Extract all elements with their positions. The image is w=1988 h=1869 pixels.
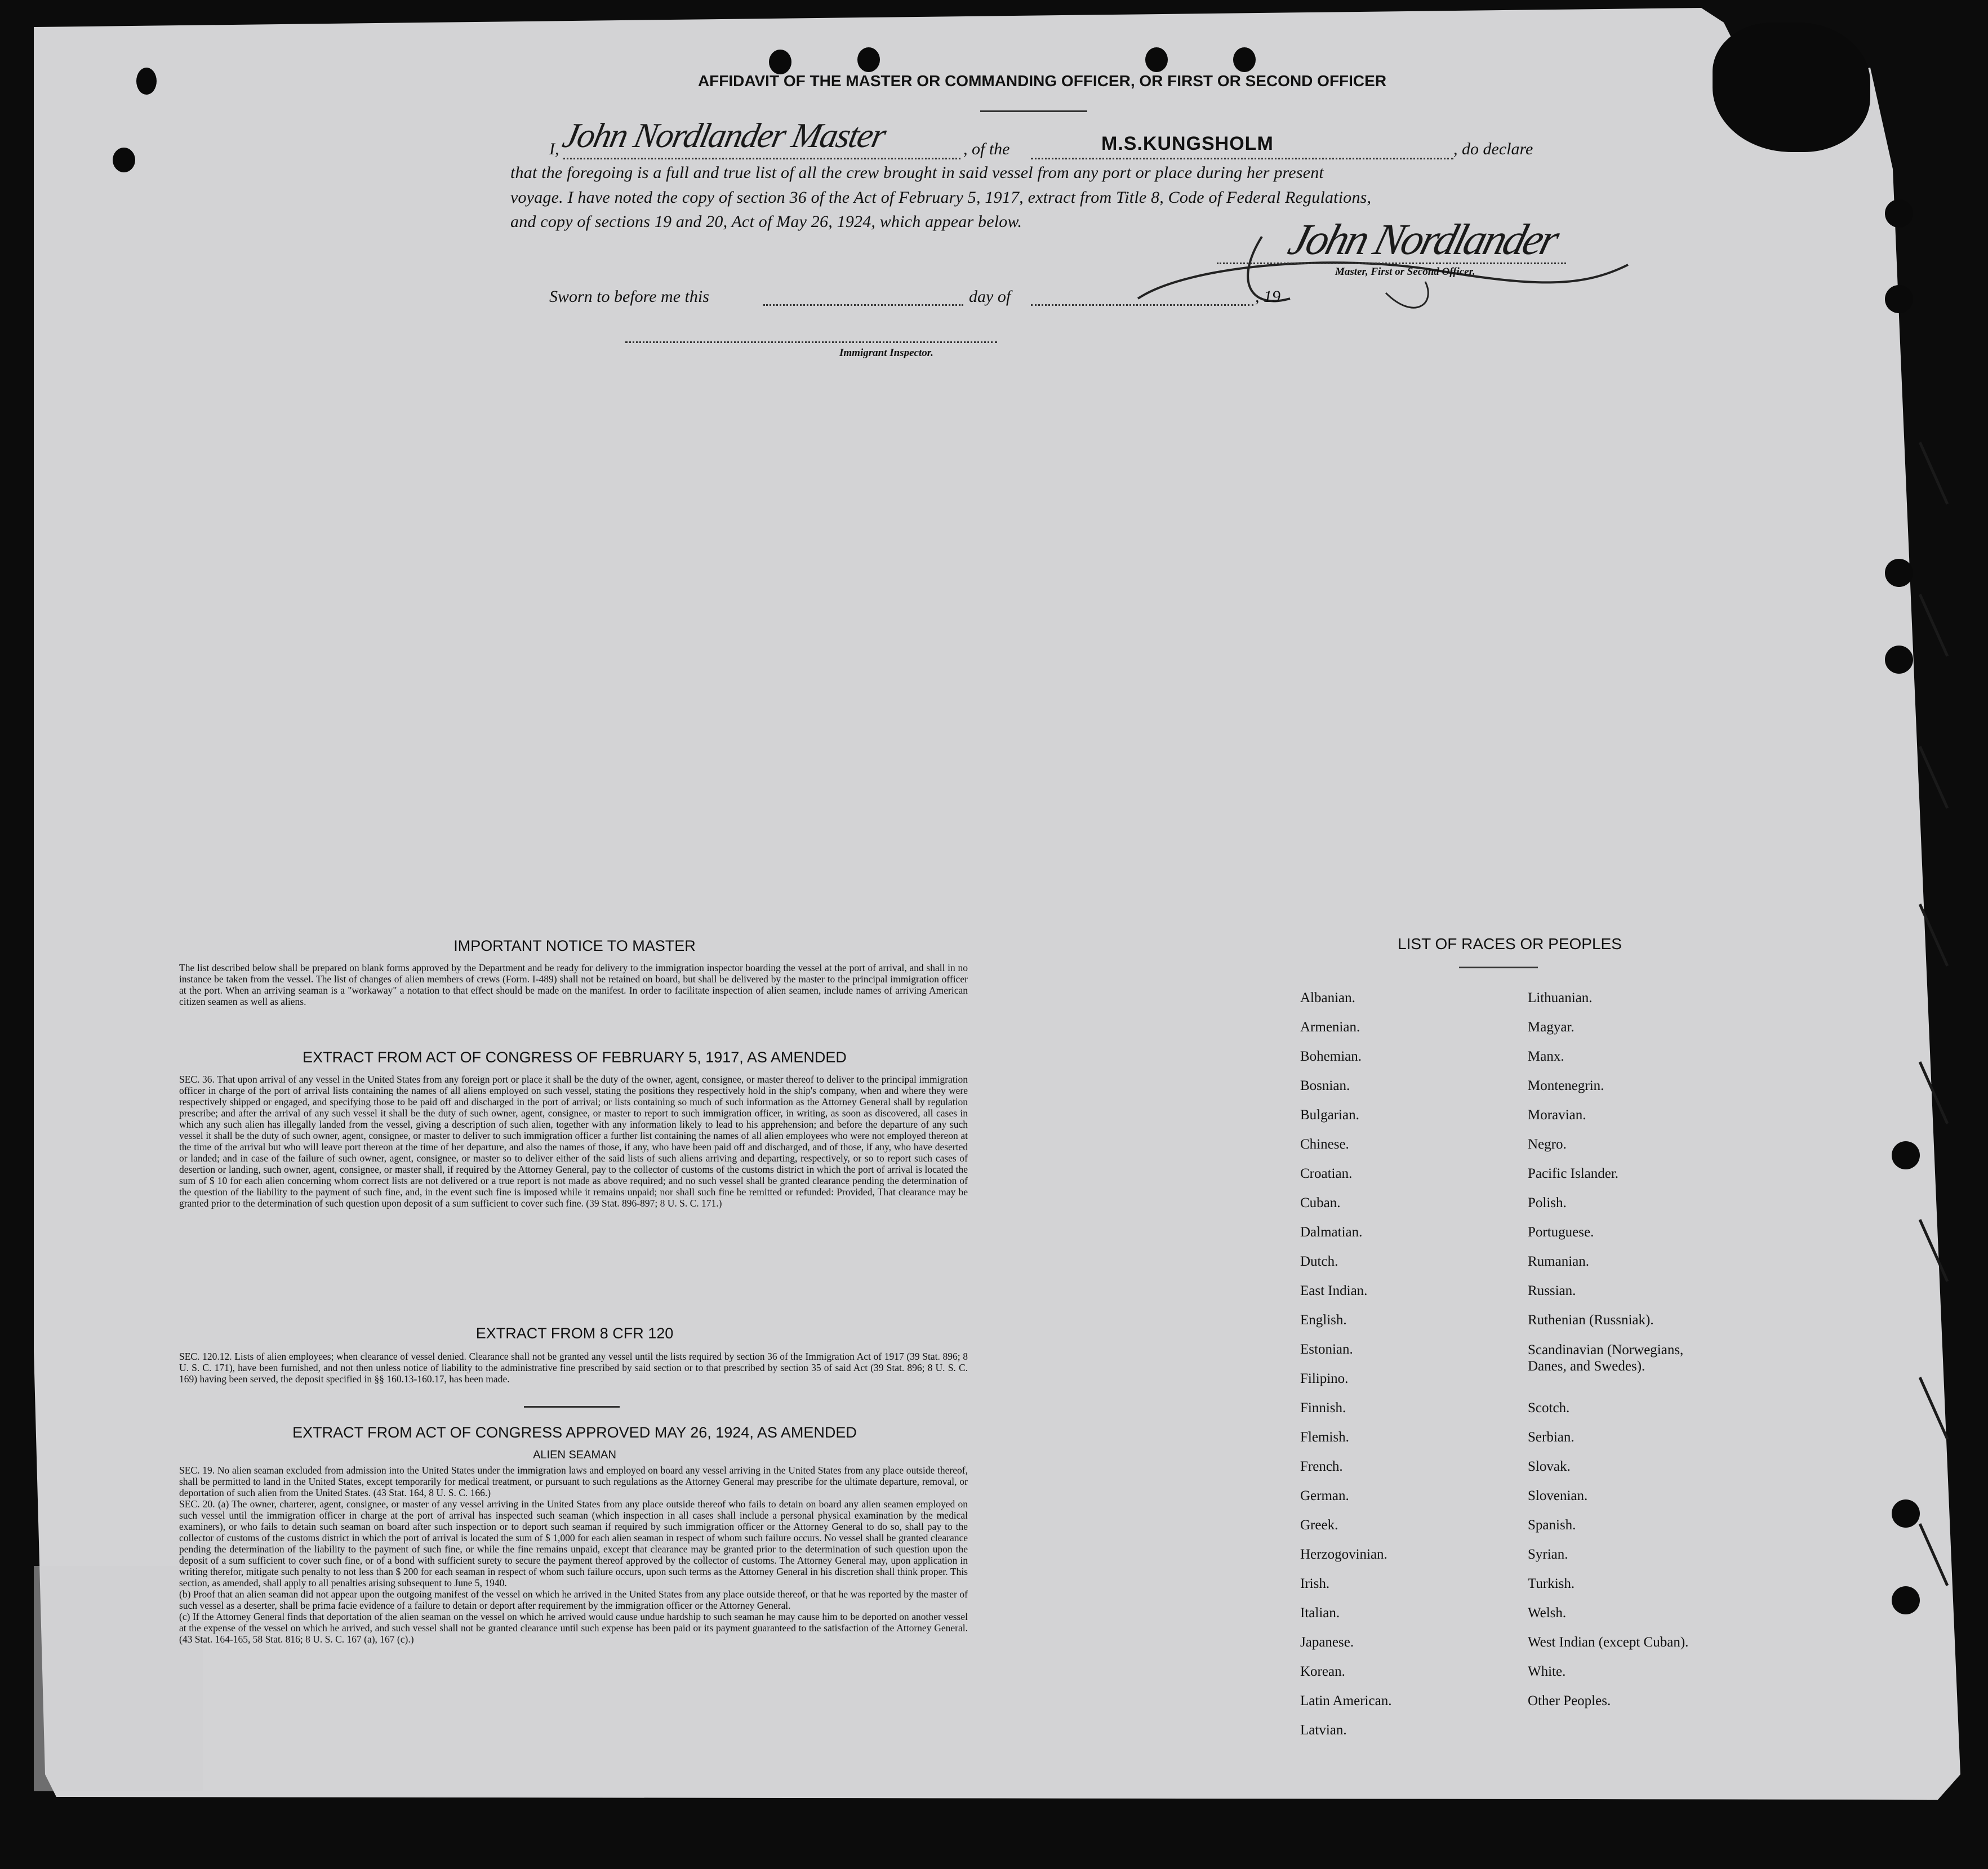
race-item: Chinese. xyxy=(1300,1137,1349,1152)
races-left-column xyxy=(1300,984,1514,1745)
declaration-line-2: voyage. I have noted the copy of section 36 of the Act of February 5, 1917, extract from Title 8, Code of Federal Regulations, xyxy=(510,188,1372,207)
race-item: German. xyxy=(1300,1488,1349,1503)
punch-hole-icon xyxy=(1885,559,1913,587)
race-item: Estonian. xyxy=(1300,1342,1353,1357)
race-item: Ruthenian (Russniak). xyxy=(1528,1312,1654,1328)
punch-hole-icon xyxy=(1892,1499,1920,1528)
race-item: English. xyxy=(1300,1312,1347,1328)
race-item: Scotch. xyxy=(1528,1400,1570,1416)
sworn-label: Sworn to before me this xyxy=(549,287,709,306)
race-item: Moravian. xyxy=(1528,1107,1586,1123)
race-item: Welsh. xyxy=(1528,1605,1567,1621)
sec-20a-paragraph: SEC. 20. (a) The owner, charterer, agent, consignee, or master of any vessel arriving in the United States from any place outside thereof who fails to detain on board any alien seamen employed on such vessel until the immigration officer in charge at the port of arrival has inspected such seaman (which inspection in all cases shall include a personal physical examination by the medical examiners), or who fails to detain such seaman on board after such inspection or to deport such seaman if required by such immigration officer or the Attorney General to do so, shall pay to the collector of customs of the customs district in which the port of arrival is located the sum of $ 1,000 for each alien seaman in respect of whom such failure occurs. No vessel shall be granted clearance pending the determination of the liability to the payment of such fine, or while the fine remains unpaid, except that clearance may be granted prior to the determination of such question upon the deposit of a sum sufficient to cover such fine, or of a bond with sufficient surety to secure the payment thereof approved by the collector of customs. The Attorney General may, upon application in writing therefor, mitigate such penalty to not less than $ 200 for each seaman in respect of whom such failure occurs, upon such terms as the Attorney General in his discretion shall think proper. This section, as amended, shall apply to all penalties arising subsequent to June 5, 1940. xyxy=(179,1498,968,1588)
vessel-line xyxy=(1031,158,1453,159)
extract-8cfr-title: EXTRACT FROM 8 CFR 120 xyxy=(475,1325,674,1342)
race-item: Albanian. xyxy=(1300,990,1355,1005)
race-item: Negro. xyxy=(1528,1137,1567,1152)
extract-1924-title: EXTRACT FROM ACT OF CONGRESS APPROVED MAY 26, 1924, AS AMENDED xyxy=(292,1424,857,1441)
month-line xyxy=(1031,304,1253,306)
race-item: Syrian. xyxy=(1528,1547,1568,1562)
race-item: Bulgarian. xyxy=(1300,1107,1359,1123)
race-item: Irish. xyxy=(1300,1576,1330,1591)
section-divider xyxy=(524,1406,620,1408)
sec-19-paragraph: SEC. 19. No alien seaman excluded from admission into the United States under the immigration laws and employed on board any vessel arriving in the United States from any place outside thereof, shall be permitted to land in the United States, except temporarily for medical treatment, or pursuant to such regulations as the Attorney General may prescribe for the ultimate departure, removal, or deportation of such alien from the United States. (43 Stat. 164, 8 U. S. C. 166.) xyxy=(179,1465,968,1498)
race-item: Filipino. xyxy=(1300,1371,1349,1386)
declaration-line-1: that the foregoing is a full and true list of all the crew brought in said vessel from any port or place during her present xyxy=(510,163,1324,182)
punch-hole-icon xyxy=(113,148,135,172)
extract-1917-title: EXTRACT FROM ACT OF CONGRESS OF FEBRUARY 5, 1917, AS AMENDED xyxy=(303,1049,847,1066)
race-item: Serbian. xyxy=(1528,1430,1575,1445)
race-item: Dalmatian. xyxy=(1300,1225,1363,1240)
name-line xyxy=(563,158,960,159)
extract-1924-subtitle: ALIEN SEAMAN xyxy=(533,1449,616,1461)
race-item: East Indian. xyxy=(1300,1283,1368,1298)
punch-hole-icon xyxy=(769,50,791,74)
race-item: Bosnian. xyxy=(1300,1078,1350,1093)
notice-title: IMPORTANT NOTICE TO MASTER xyxy=(453,937,696,954)
punch-hole-icon xyxy=(1713,23,1870,152)
title-rule xyxy=(980,110,1087,112)
extract-1917-body: SEC. 36. That upon arrival of any vessel in the United States from any foreign port or place it shall be the duty of the owner, agent, consignee, or master thereof to deliver to the principal immigration officer in charge of the port of arrival lists containing the names of all aliens employed on such vessel, stating the positions they respectively hold in the ship's company, when and where they were respectively shipped or engaged, and specifying those to be paid off and discharged in the port of arrival; or lists containing so much of such information as the Attorney General shall by regulation prescribe; and after the arrival of any such vessel it shall be the duty of such owner, agent, consignee, or master to report to such immigration officer, in writing, as soon as discovered, all cases in which any such alien has illegally landed from the vessel, giving a description of such alien, together with any information likely to lead to his apprehension; and before the departure of any such vessel it shall be the duty of such owner, agent, consignee, or master to deliver to such immigration officer a further list containing the names of all alien employees who were not employed thereon at the time of the arrival but who will leave port thereon at the time of her departure, and also the names of those, if any, who have been paid off and discharged, and of those, if any, who have deserted or landed; and in case of the failure of such owner, agent, consignee, or master so to deliver either of the said lists of such aliens arriving and departing, respectively, or so to report such cases of desertion or landing, such owner, agent, consignee, or master shall, if required by the Attorney General, pay to the collector of customs of the customs district in which the port of arrival is located the sum of $ 10 for each alien concerning whom correct lists are not delivered or a true report is not made as above required; and no such vessel shall be granted clearance pending the determination of the question of the liability to the payment of such fine, and, in the event such fine is imposed while it remains unpaid; nor shall such fine be remitted or refunded: Provided, That clearance may be granted prior to the determination of such question upon deposit of a sum sufficient to cover such fine. (39 Stat. 896-897; 8 U. S. C. 171.) xyxy=(179,1074,968,1209)
race-item: Herzogovinian. xyxy=(1300,1547,1387,1562)
race-item: Flemish. xyxy=(1300,1430,1349,1445)
punch-hole-icon xyxy=(1885,285,1913,313)
race-item: Slovenian. xyxy=(1528,1488,1588,1503)
vessel-name: M.S.KUNGSHOLM xyxy=(1101,133,1274,154)
extract-8cfr-body: SEC. 120.12. Lists of alien employees; when clearance of vessel denied. Clearance shall not be granted any vessel until the lists required by section 36 of the Immigration Act of 1917 (39 Stat. 896; 8 U. S. C. 171), have been furnished, and not then unless notice of liability to the administrative fine prescribed by said section or to that prescribed by section 35 of said Act (39 Stat. 896; 8 U. S. C. 169) having been served, the deposit specified in §§ 160.13-160.17, has been made. xyxy=(179,1351,968,1385)
race-item: Magyar. xyxy=(1528,1020,1575,1035)
i-label: I, xyxy=(549,140,559,158)
race-item: Latin American. xyxy=(1300,1693,1392,1708)
punch-hole-icon xyxy=(1892,1141,1920,1169)
notice-body: The list described below shall be prepared on blank forms approved by the Department and be ready for delivery to the immigration inspector boarding the vessel at the port of arrival, and shall in no instance be taken from the vessel. The list of changes of alien members of crews (Form. I-489) shall not be retained on board, but shall be delivered by the master to the principal immigration officer at the port. When an arriving seaman is a "workaway" a notation to that effect should be made on the manifest. In order to facilitate inspection of alien seamen, include names of arriving American citizen seamen as well as aliens. xyxy=(179,962,968,1007)
race-item: Cuban. xyxy=(1300,1195,1341,1211)
race-item: Greek. xyxy=(1300,1518,1338,1533)
race-item: Korean. xyxy=(1300,1664,1345,1679)
race-item: Latvian. xyxy=(1300,1723,1347,1738)
race-item: Pacific Islander. xyxy=(1528,1166,1619,1181)
inspector-signature-line xyxy=(625,341,997,343)
race-item: Russian. xyxy=(1528,1283,1576,1298)
inspector-caption: Immigrant Inspector. xyxy=(839,347,933,359)
punch-hole-icon xyxy=(1885,199,1913,228)
race-item: Bohemian. xyxy=(1300,1049,1362,1064)
race-item: Spanish. xyxy=(1528,1518,1576,1533)
race-item: Manx. xyxy=(1528,1049,1564,1064)
punch-hole-icon xyxy=(1885,646,1913,674)
race-item: Dutch. xyxy=(1300,1254,1338,1269)
race-item: Portuguese. xyxy=(1528,1225,1594,1240)
signer-handwritten: John Nordlander Master xyxy=(559,117,889,155)
race-item: Rumanian. xyxy=(1528,1254,1590,1269)
races-right-column xyxy=(1528,984,1776,1716)
sec-20b-paragraph: (b) Proof that an alien seaman did not appear upon the outgoing manifest of the vessel on which he arrived in the United States from any place outside thereof, or that he was reported by the master of such vessel as a deserter, shall be prima facie evidence of a failure to detain or deport after requirement by the immigration officer or the Attorney General. xyxy=(179,1588,968,1611)
punch-hole-icon xyxy=(1233,47,1256,72)
punch-hole-icon xyxy=(1892,1586,1920,1614)
race-item: Croatian. xyxy=(1300,1166,1353,1181)
day-of-label: day of xyxy=(969,287,1011,306)
year-label: , 19 xyxy=(1255,287,1280,306)
punch-hole-icon xyxy=(136,68,157,95)
race-item: French. xyxy=(1300,1459,1343,1474)
race-item: Slovak. xyxy=(1528,1459,1571,1474)
declare-label: , do declare xyxy=(1453,140,1533,158)
master-signature-line xyxy=(1217,262,1566,264)
declaration-line-3: and copy of sections 19 and 20, Act of May 26, 1924, which appear below. xyxy=(510,212,1022,231)
races-title-rule xyxy=(1459,967,1538,968)
master-caption: Master, First or Second Officer. xyxy=(1335,266,1475,278)
race-item: Polish. xyxy=(1528,1195,1567,1211)
race-item: West Indian (except Cuban). xyxy=(1528,1635,1689,1650)
sworn-date-line xyxy=(763,304,963,306)
of-the-label: , of the xyxy=(963,140,1010,158)
race-item: Other Peoples. xyxy=(1528,1693,1611,1708)
punch-hole-icon xyxy=(857,47,880,72)
race-item: Finnish. xyxy=(1300,1400,1346,1416)
races-title: LIST OF RACES OR PEOPLES xyxy=(1398,935,1622,953)
race-item: Armenian. xyxy=(1300,1020,1360,1035)
master-signature: John Nordlander xyxy=(1283,215,1563,264)
race-item: Montenegrin. xyxy=(1528,1078,1604,1093)
race-item: Scandinavian (Norwegians, Danes, and Swedes). xyxy=(1528,1342,1684,1374)
sec-20c-paragraph: (c) If the Attorney General finds that deportation of the alien seaman on the vessel on which he arrived would cause undue hardship to such seaman he may cause him to be deported on another vessel at the expense of the vessel on which he arrived, and such vessel shall not be granted clearance until such expense has been paid or its payment guaranteed to the satisfaction of the Attorney General. (43 Stat. 164-165, 58 Stat. 816; 8 U. S. C. 167 (a), 167 (c).) xyxy=(179,1611,968,1645)
punch-hole-icon xyxy=(1145,47,1168,72)
race-item: Turkish. xyxy=(1528,1576,1575,1591)
race-item: White. xyxy=(1528,1664,1566,1679)
race-item: Italian. xyxy=(1300,1605,1340,1621)
extract-1924-text xyxy=(179,1465,968,1645)
race-item: Lithuanian. xyxy=(1528,990,1593,1005)
affidavit-title: AFFIDAVIT OF THE MASTER OR COMMANDING OFFICER, OR FIRST OR SECOND OFFICER xyxy=(697,72,1387,90)
race-item: Japanese. xyxy=(1300,1635,1354,1650)
